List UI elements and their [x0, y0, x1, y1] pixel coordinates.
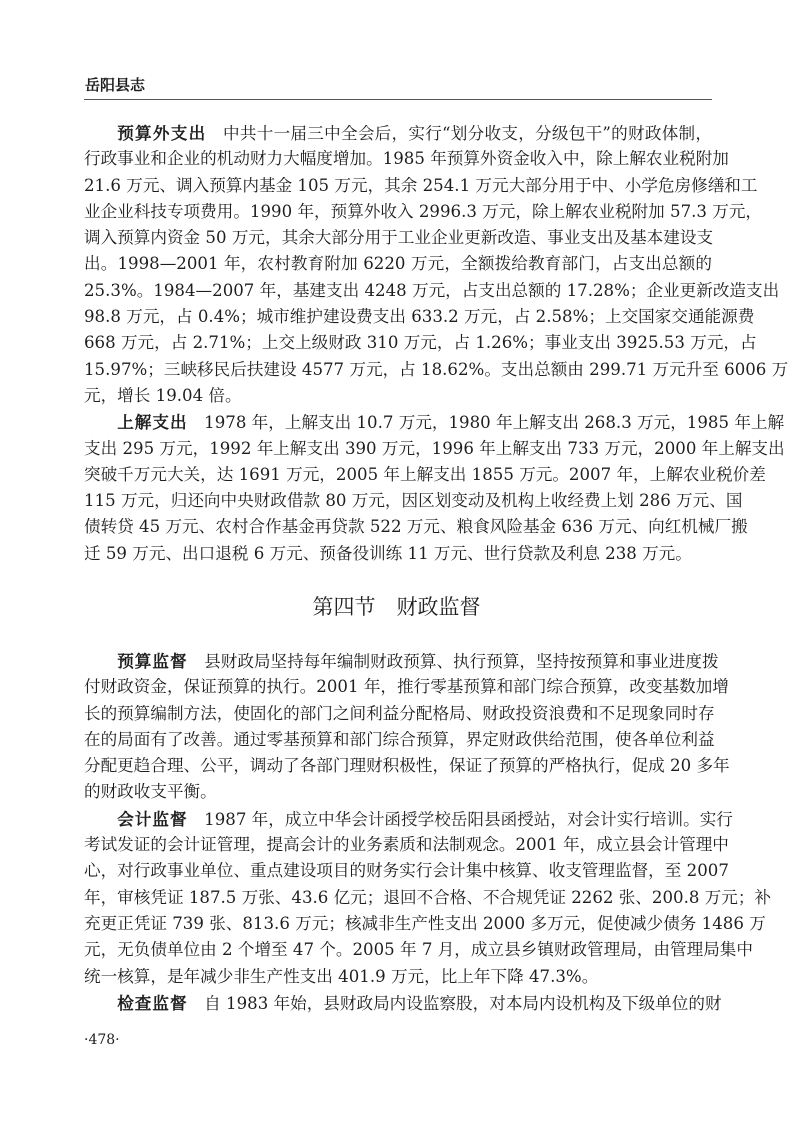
text-line	[84, 674, 729, 700]
paragraph	[84, 409, 785, 567]
section-title: 财政监督	[396, 595, 481, 619]
text-line	[84, 173, 758, 199]
text-block-budget-expenditure	[84, 120, 789, 567]
text-line	[84, 727, 715, 753]
text-line	[84, 832, 729, 858]
paragraph-run-in-heading: 预算外支出	[117, 123, 207, 143]
paragraph	[84, 120, 789, 409]
text-line	[84, 648, 719, 674]
line-text: 县财政局坚持每年编制财政预算、执行预算，坚持按预算和事业进度拨	[204, 652, 719, 671]
line-text: 行政事业和企业的机动财力大幅度增加。1985 年预算外资金收入中，除上解农业税附加	[84, 149, 729, 169]
paragraph-run-in-heading: 会计监督	[117, 808, 188, 829]
line-text: 债转贷 45 万元、农村合作基金再贷款 522 万元、粮食风险基金 636 万元、向红机械厂搬	[84, 517, 748, 537]
line-text: 元，无负债单位由 2 个增至 47 个。2005 年 7 月，成立县乡镇财政管理局，由管理局集中	[84, 940, 753, 960]
line-text: 15.97%；三峡移民后扶建设 4577 万元，占 18.62%。支出总额由 299.71 万元升至 6006 万	[84, 359, 789, 379]
text-line	[84, 964, 712, 990]
line-text: 业企业科技专项费用。1990 年，预算外收入 2996.3 万元，除上解农业税附加 57.3 万元，	[84, 201, 763, 221]
text-line	[84, 858, 729, 884]
line-text: 21.6 万元、调入预算内基金 105 万元，其余 254.1 万元大部分用于中、小学危房修缮和工	[84, 175, 758, 195]
line-text: 1987 年，成立中华会计函授学校岳阳县函授站，对会计实行培训。实行	[204, 809, 733, 829]
line-text: 年，审核凭证 187.5 万张、43.6 亿元；退回不合格、不合规凭证 2262 张、200.8 万元；补	[84, 887, 772, 907]
line-text: 调入预算内资金 50 万元，其余大部分用于工业企业更新改造、事业支出及基本建设支	[84, 228, 714, 248]
text-line	[84, 383, 712, 409]
text-line	[84, 120, 712, 146]
text-line	[84, 701, 715, 727]
text-line	[84, 251, 712, 277]
text-line	[84, 911, 766, 937]
text-line	[84, 806, 733, 832]
line-text: 元，增长 19.04 倍。	[84, 385, 242, 405]
line-text: 25.3%。1984—2007 年，基建支出 4248 万元，占支出总额的 17.28%；企业更新改造支出	[84, 280, 780, 300]
line-text: 中共十一届三中全会后，实行“划分收支，分级包干”的财政体制，	[223, 124, 713, 143]
text-block-fiscal-supervision	[84, 648, 772, 1016]
paragraph	[84, 648, 730, 806]
line-text: 支出 295 万元，1992 年上解支出 390 万元，1996 年上解支出 733 万元，2000 年上解支出	[84, 438, 785, 458]
line-text: 充更正凭证 739 张、813.6 万元；核减非生产性支出 2000 多万元，促使减少债务 1486 万	[84, 913, 766, 933]
text-line	[84, 990, 722, 1016]
text-line	[84, 779, 712, 805]
paragraph	[84, 806, 772, 990]
text-line	[84, 225, 712, 251]
text-line	[84, 488, 743, 514]
line-text: 统一核算，是年减少非生产性支出 401.9 万元，比上年下降 47.3%。	[84, 966, 599, 986]
line-text: 出。1998—2001 年，农村教育附加 6220 万元，全额拨给教育部门，占支出总额的	[84, 254, 712, 274]
line-text: 长的预算编制方法，使固化的部门之间利益分配格局、财政投资浪费和不足现象同时存	[84, 703, 715, 723]
line-text: 115 万元，归还向中央财政借款 80 万元，因区划变动及机构上收经费上划 286 万元、国	[84, 491, 743, 511]
line-text: 心，对行政事业单位、重点建设项目的财务实行会计集中核算、收支管理监督，至 2007	[84, 861, 729, 881]
line-text: 1978 年，上解支出 10.7 万元，1980 年上解支出 268.3 万元，1985 年上解	[204, 413, 785, 433]
paragraph-run-in-heading: 预算监督	[117, 651, 188, 671]
line-text: 分配更趋合理、公平，调动了各部门理财积极性，保证了预算的严格执行，促成 20 多年	[84, 756, 730, 776]
paragraph-run-in-heading: 检查监督	[117, 992, 188, 1013]
header-rule	[84, 99, 712, 100]
text-line	[84, 409, 785, 435]
line-text: 迁 59 万元、出口退税 6 万元、预备役训练 11 万元、世行贷款及利息 238 万元。	[84, 543, 692, 563]
line-text: 自 1983 年始，县财政局内设监察股，对本局内设机构及下级单位的财	[204, 993, 722, 1013]
line-text: 668 万元，占 2.71%；上交上级财政 310 万元，占 1.26%；事业支出 3925.53 万元，占	[84, 333, 757, 353]
text-line	[84, 278, 780, 304]
line-text: 的财政收支平衡。	[84, 782, 217, 802]
line-text: 突破千万元大关，达 1691 万元，2005 年上解支出 1855 万元。2007 年，上解农业税价差	[84, 464, 766, 484]
section-number: 第四节	[312, 595, 376, 619]
text-line	[84, 462, 766, 488]
text-line	[84, 753, 730, 779]
line-text: 付财政资金，保证预算的执行。2001 年，推行零基预算和部门综合预算，改变基数加增	[84, 677, 729, 697]
line-text: 在的局面有了改善。通过零基预算和部门综合预算，界定财政供给范围，使各单位利益	[84, 729, 715, 749]
text-line	[84, 357, 789, 383]
line-text: 考试发证的会计证管理，提高会计的业务素质和法制观念。2001 年，成立县会计管理中	[84, 835, 729, 855]
paragraph	[84, 990, 722, 1016]
text-line	[84, 330, 757, 356]
text-line	[84, 937, 753, 963]
section-heading	[0, 594, 793, 620]
text-line	[84, 146, 729, 172]
text-line	[84, 885, 772, 911]
running-head-title: 岳阳县志	[85, 76, 146, 94]
text-line	[84, 541, 712, 567]
text-line	[84, 436, 785, 462]
paragraph-run-in-heading: 上解支出	[117, 412, 188, 433]
text-line	[84, 304, 755, 330]
text-line	[84, 199, 763, 225]
page-number: ·478·	[84, 1032, 120, 1048]
text-line	[84, 514, 748, 540]
line-text: 98.8 万元，占 0.4%；城市维护建设费支出 633.2 万元，占 2.58%；上交国家交通能源费	[84, 307, 755, 327]
